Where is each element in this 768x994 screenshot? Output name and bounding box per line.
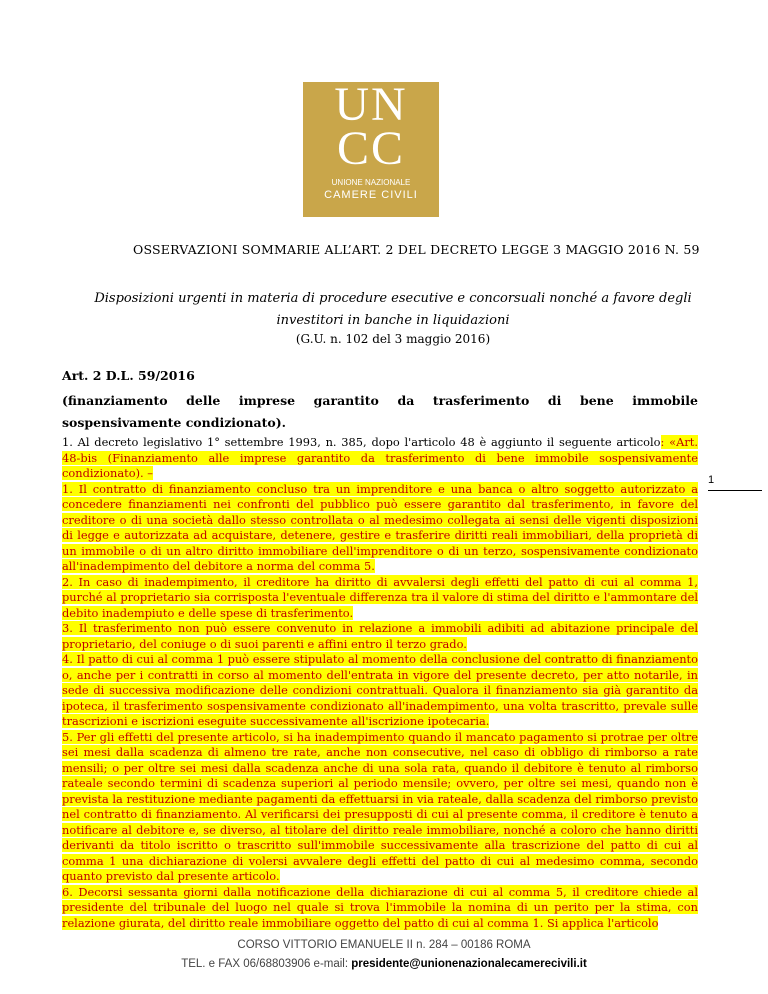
uncc-logo [303,78,439,217]
paragraph-intro [62,435,698,482]
article-body [62,435,698,931]
gazette-reference: (G.U. n. 102 del 3 maggio 2016) [295,332,491,346]
article-heading: Art. 2 D.L. 59/2016 [62,368,195,383]
paragraph-1 [62,482,698,575]
page-number: 1 [708,474,715,486]
intro-text: 1. Al decreto legislativo 1° settembre 1993, n. 385, dopo l'articolo 48 è aggiunto il seguente articolo [62,435,661,449]
logo-letters-bottom: CC [336,122,406,175]
page-number-rule [708,490,762,491]
highlighted-text: 4. Il patto di cui al comma 1 può essere stipulato al momento della conclusione del contratto di finanziamento o, anche per i contratti in corso al momento dell'entrata in vigore del presente decreto, per atto notarile, in sede di successiva modificazione delle condizioni contrattuali. Qualora il finanziamento sia già garantito da ipoteca, il trasferimento sospensivamente condizionato all'inadempimento, una volta trascritto, prevale sulle trascrizioni e iscrizioni eseguite successivamente all'iscrizione ipotecaria. [62,652,698,728]
highlighted-text: 6. Decorsi sessanta giorni dalla notificazione della dichiarazione di cui al comma 5, il creditore chiede al presidente del tribunale del luogo nel quale si trova l'immobile la nomina di un perito per la stima, con relazione giurata, del diritto reale immobiliare oggetto del patto di cui al comma 1. Si applica l'articolo [62,884,698,930]
paragraph-2 [62,575,698,622]
footer-address: CORSO VITTORIO EMANUELE II n. 284 – 00186 ROMA [237,939,531,951]
document-title: Disposizioni urgenti in materia di procedure esecutive e concorsuali nonché a favore degli investitori in banche in liquidazioni [94,291,692,328]
logo-letters-top: UN [334,78,408,131]
paragraph-6 [62,885,698,932]
logo-line2: CAMERE CIVILI [324,189,418,201]
paragraph-4 [62,652,698,730]
article-subheading: (finanziamento delle imprese garantito da trasferimento di bene immobile sospensivamente condizionato). [62,393,698,430]
highlighted-text: : «Art. 48-bis (Finanziamento alle imprese garantito da trasferimento di bene immobile sospensivamente condizionato). – [62,435,698,480]
highlighted-text: 1. Il contratto di finanziamento concluso tra un imprenditore e una banca o altro soggetto autorizzato a concedere finanziamenti nei confronti del pubblico può essere garantito dal trasferimento, in favore del creditore o di una società dallo stesso controllata o al medesimo collegata ai sensi delle vigenti disposizioni di legge e autorizzata ad acquistare, detenere, gestire e trasferire diritti reali immobiliari, della proprietà di un immobile o di un altro diritto immobiliare dell'imprenditore o di un terzo, sospensivamente condizionato all'inadempimento del debitore a norma del comma 5. [62,481,698,573]
observations-heading: OSSERVAZIONI SOMMARIE ALL’ART. 2 DEL DECRETO LEGGE 3 MAGGIO 2016 N. 59 [133,242,700,257]
paragraph-5 [62,730,698,885]
highlighted-text: 5. Per gli effetti del presente articolo, si ha inadempimento quando il mancato pagamento si protrae per oltre sei mesi dalla scadenza di almeno tre rate, anche non consecutive, nel caso di obbligo di rimborso a rate mensili; o per oltre sei mesi dalla scadenza anche di una sola rata, quando il debitore è tenuto al rimborso rateale secondo termini di scadenza superiori al periodo mensile; ovvero, per oltre sei mesi, quando non è prevista la restituzione mediante pagamenti da effettuarsi in via rateale, dalla scadenza del rimborso previsto nel contratto di finanziamento. Al verificarsi dei presupposti di cui al presente comma, il creditore è tenuto a notificare al debitore e, se diverso, al titolare del diritto reale immobiliare, nonché a coloro che hanno diritti derivanti da titolo iscritto o trascritto sull'immobile successivamente alla trascrizione del patto di cui al comma 1 una dichiarazione di volersi avvalere degli effetti del patto di cui al medesimo comma, secondo quanto previsto dal presente articolo. [62,729,698,883]
paragraph-3 [62,621,698,652]
footer-contact [0,958,768,970]
footer-email[interactable]: presidente@unionenazionalecamerecivili.it [351,958,587,970]
highlighted-text: 3. Il trasferimento non può essere convenuto in relazione a immobili adibiti ad abitazione principale del proprietario, del coniuge o di suoi parenti e affini entro il terzo grado. [62,621,698,651]
footer-phone: TEL. e FAX 06/68803906 e-mail: [181,958,352,970]
logo-line1: UNIONE NAZIONALE [331,178,411,187]
highlighted-text: 2. In caso di inadempimento, il creditore ha diritto di avvalersi degli effetti del patto di cui al comma 1, purché al proprietario sia corrisposta l'eventuale differenza tra il valore di stima del diritto e l'ammontare del debito inadempiuto e delle spese di trasferimento. [62,574,698,620]
